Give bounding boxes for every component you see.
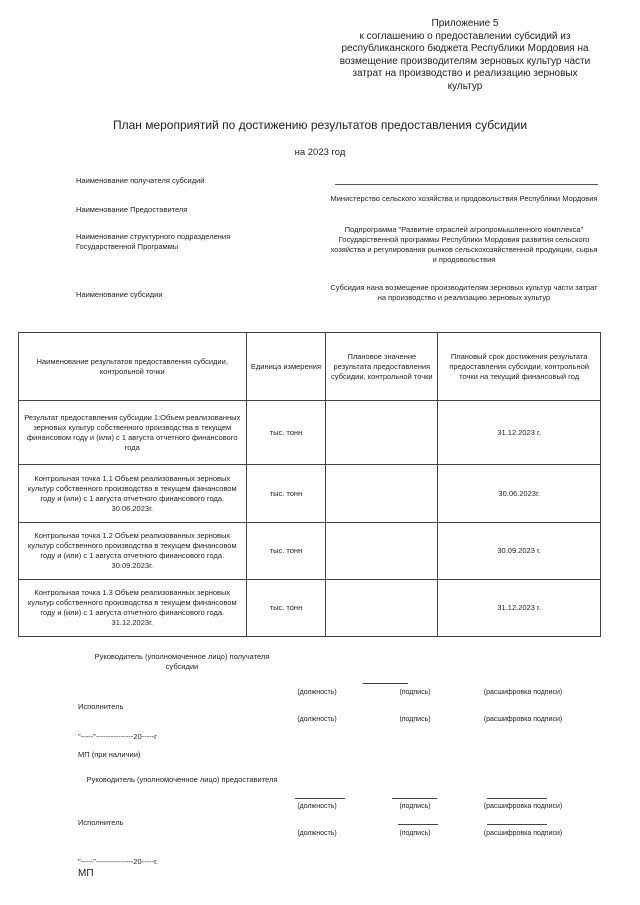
row-name: Контрольная точка 1.1 Объем реализованных зерновых культур собственного производства в текущем финансовом году и (или) с 1 августа отчетного финансового года. 30.06.2023г. — [19, 465, 247, 523]
signature-line — [487, 824, 547, 825]
head-provider-label: Руководитель (уполномоченное лицо) предоставителя — [86, 775, 278, 784]
signature-caption: (подпись) — [399, 830, 431, 837]
signature-caption: (подпись) — [399, 689, 431, 696]
row-value — [326, 401, 438, 465]
stamp-label: МП — [78, 868, 94, 879]
plan-table — [18, 332, 601, 637]
unit-label: Наименование структурного подразделения Государственной Программы — [76, 232, 231, 251]
document-year: на 2023 год — [294, 147, 346, 158]
table-row — [19, 580, 601, 637]
signature-line — [487, 798, 547, 799]
position-caption: (должность) — [297, 716, 337, 723]
head-recipient-label: Руководитель (уполномоченное лицо) получателя субсидии — [94, 652, 270, 671]
date-line: "-----"---------------20-----г. — [78, 857, 159, 866]
decoding-caption: (расшифровка подписи) — [483, 803, 563, 810]
header-unit: Единица измерения — [246, 333, 326, 401]
row-unit: тыс. тонн — [246, 523, 326, 580]
row-value — [326, 523, 438, 580]
position-caption: (должность) — [297, 803, 337, 810]
signature-line — [295, 798, 345, 799]
signature-line — [363, 683, 408, 684]
table-row — [19, 401, 601, 465]
signature-caption: (подпись) — [399, 803, 431, 810]
subsidy-value: Субсидия нана возмещение производителям зерновых культур части затрат на производство и реализацию зерновых культур — [330, 283, 598, 302]
decoding-caption: (расшифровка подписи) — [483, 830, 563, 837]
provider-label: Наименование Предоставителя — [76, 205, 188, 214]
recipient-label: Наименование получателя субсидий — [76, 176, 205, 185]
table-row — [19, 465, 601, 523]
appendix-line-4: затрат на производство и реализацию зерновых — [352, 68, 578, 79]
signature-caption: (подпись) — [399, 716, 431, 723]
document-title: План мероприятий по достижению результатов предоставления субсидии — [112, 118, 528, 132]
header-planned-value: Плановое значение результата предоставления субсидии, контрольной точки — [326, 333, 438, 401]
appendix-line-2: республиканского бюджета Республики Мордовия на — [341, 43, 589, 54]
subsidy-label: Наименование субсидии — [76, 290, 163, 299]
row-name: Результат предоставления субсидии 1:Объем реализованных зерновых культур собственного производства в текущем финансовом году и (или) с 1 августа отчетного финансового года — [19, 401, 247, 465]
decoding-caption: (расшифровка подписи) — [483, 716, 563, 723]
appendix-line-3: возмещение производителям зерновых культур части — [339, 55, 591, 67]
row-date: 30.06.2023г. — [438, 465, 601, 523]
row-value — [326, 465, 438, 523]
decoding-caption: (расшифровка подписи) — [483, 689, 563, 696]
row-date: 31.12.2023 г. — [438, 401, 601, 465]
row-name: Контрольная точка 1.3 Объем реализованных зерновых культур собственного производства в текущем финансовом году и (или) с 1 августа отчетного финансового года. 31.12.2023г. — [19, 580, 247, 637]
stamp-label: МП (при наличии) — [78, 750, 141, 759]
header-result-name: Наименование результатов предоставления субсидии, контрольной точки — [19, 333, 247, 401]
row-name: Контрольная точка 1.2 Объем реализованных зерновых культур собственного производства в текущем финансовом году и (или) с 1 августа отчетного финансового года. 30.09.2023г. — [19, 523, 247, 580]
date-line: "-----"---------------20-----г — [78, 732, 157, 741]
appendix-title: Приложение 5 — [431, 18, 499, 29]
signature-line — [398, 824, 438, 825]
unit-value: Подпрограмма "Развитие отраслей агропромышленного комплекса" Государственной программы Республики Мордовия развития сельского хозяйства и регулирования рынков сельскохозяйственной продукции, сырья и продовольствия — [330, 225, 598, 264]
signature-line — [392, 798, 437, 799]
row-unit: тыс. тонн — [246, 401, 326, 465]
row-unit: тыс. тонн — [246, 465, 326, 523]
appendix-line-1: к соглашению о предоставлении субсидий из — [359, 30, 571, 42]
row-value — [326, 580, 438, 637]
executor-label: Исполнитель — [78, 818, 124, 827]
position-caption: (должность) — [297, 830, 337, 837]
position-caption: (должность) — [297, 689, 337, 696]
recipient-underline — [335, 184, 598, 185]
appendix-line-5: культур — [447, 80, 483, 92]
table-header-row — [19, 333, 601, 401]
appendix-header — [330, 18, 600, 93]
row-date: 31.12.2023 г. — [438, 580, 601, 637]
header-planned-date: Плановый срок достижения результата предоставления субсидии, контрольной точки на текущий финансовый год — [438, 333, 601, 401]
table-row — [19, 523, 601, 580]
executor-label: Исполнитель — [78, 702, 124, 711]
row-unit: тыс. тонн — [246, 580, 326, 637]
provider-value: Министерство сельского хозяйства и продовольствия Республики Мордовия — [330, 194, 598, 203]
row-date: 30.09.2023 г. — [438, 523, 601, 580]
